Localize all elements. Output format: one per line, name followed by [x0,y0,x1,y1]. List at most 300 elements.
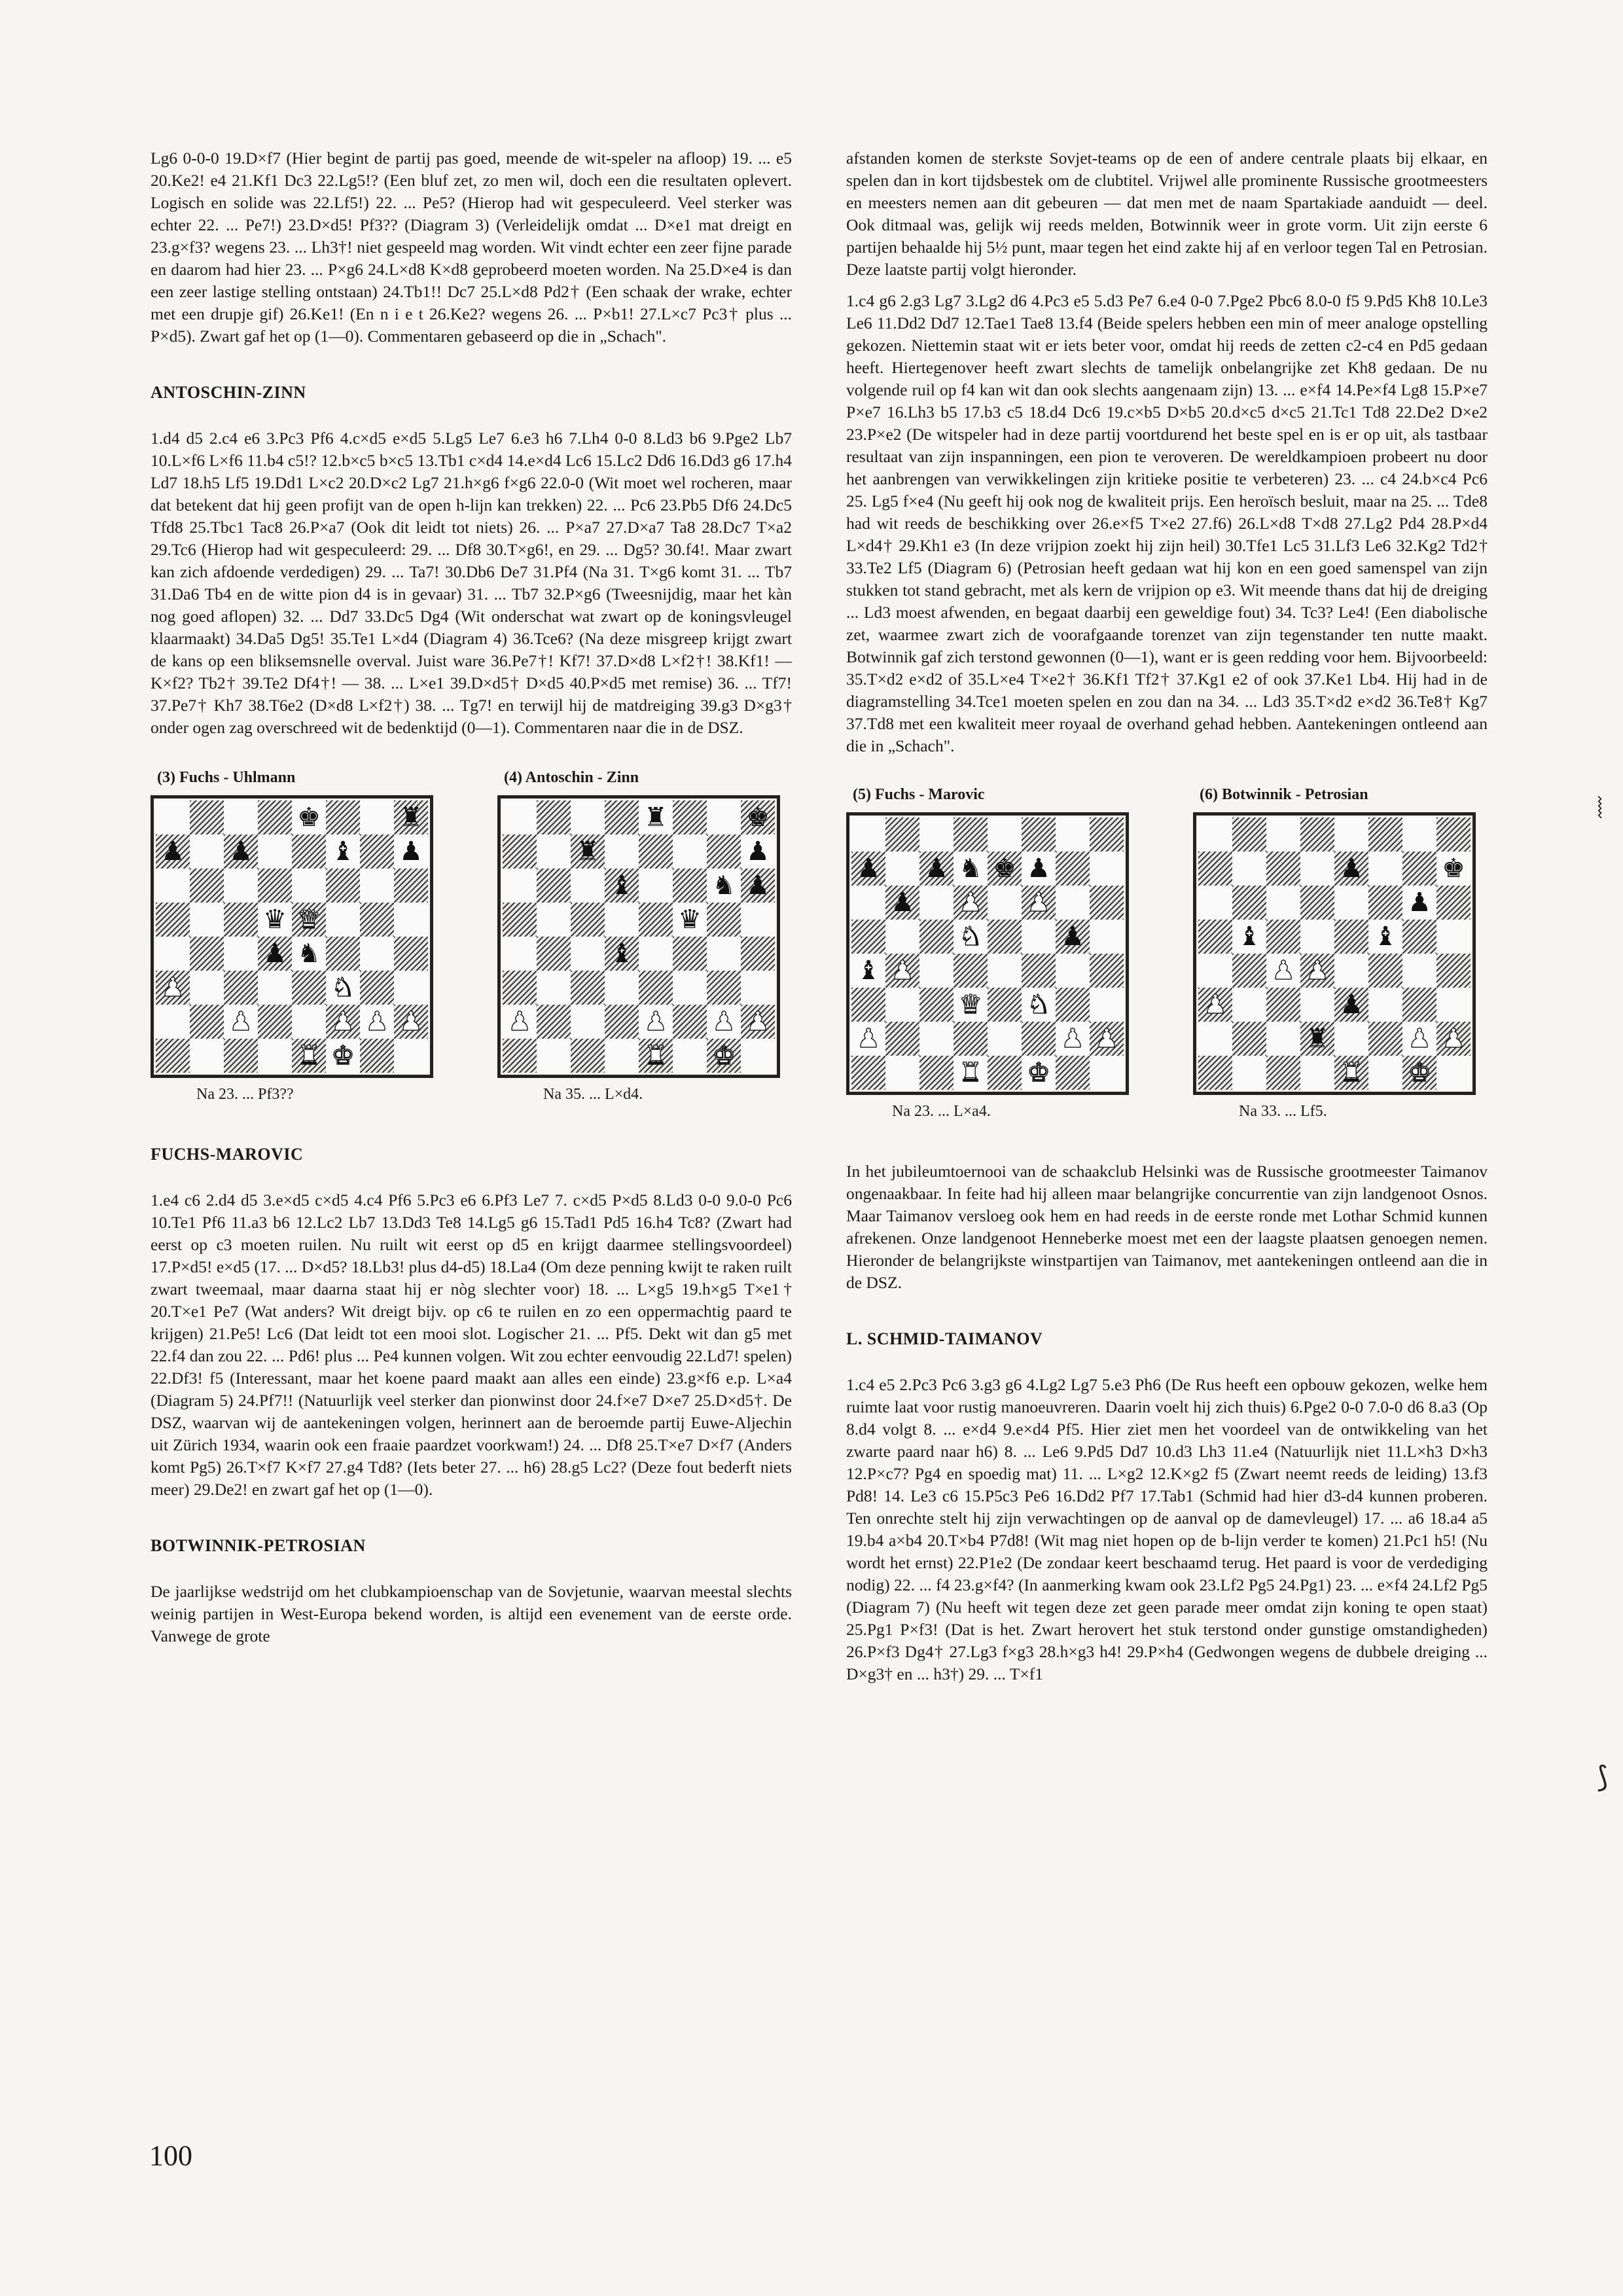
white-rook-icon: ♜ [297,1041,321,1071]
board-square [224,971,258,1005]
black-rook-icon: ♜ [399,802,423,833]
game-text: 1.c4 g6 2.g3 Lg7 3.Lg2 d6 4.Pc3 e5 5.d3 Pe7 6.e4 0-0 7.Pge2 Pbc6 8.0-0 f5 9.Pd5 Kh8 10.Le3 Le6 11.Dd2 Dd7 12.Tae1 Tae8 13.f4 (Beide spelers hebben een min of meer analoge opstelling gekozen. Niettemin staat wit er iets beter voor, omdat hij reeds de zetten c2-c4 en Pd5 gedaan heeft. Hiertegenover heeft zwart slechts de tamelijk onbelangrijke zet Kh8 gedaan. De nu volgende ruil op f4 kan wit dan ook slechts aangenaam zijn) 13. ... e×f4 14.Pe×f4 Lg8 15.P×e7 P×e7 16.Lh3 b5 17.b3 c5 18.d4 Dc6 19.c×b5 D×b5 20.d×c5 d×c5 21.Tc1 Td8 22.De2 D×e2 23.P×e2 (De witspeler had in deze partij voortdurend het beste spel en is er op uit, als tastbaar resultaat van zijn inspanningen, een pion te veroveren. De wereldkampioen probeert nu door het aanbrengen van verwikkelingen zijn kritieke positie te verbeteren) 23. ... c4 24.b×c4 Pc6 25. Lg5 f×e4 (Nu geeft hij ook nog de kwaliteit prijs. Een heroïsch besluit, maar na 25. ... Tde8 had wit reeds de beschikking over 26.e×f5 T×e2 27.f6) 26.L×d8 T×d8 27.Lg2 Pd4 28.P×d4 L×d4† 29.Kh1 e3 (In deze vrijpion zoekt hij zijn heil) 30.Tfe1 Lc5 31.Lf3 Le6 32.Kg2 Td2† 33.Te2 Lf5 (Diagram 6) (Petrosian heeft gedaan wat hij kon en een goed samenspel van zijn stukken tot stand gebracht, met als kern de vrijpion op e3. Wit meende thans dat hij de dreiging ... Ld3 moest afwenden, en begaat daarbij een geweldige fout) 34. Tc3? Le4! (Een diabolische zet, waarmee zwart zich de voorafgaande torenzet van zijn tegenstander ten nutte maakt. Botwinnik gaf zich terstond gewonnen (0—1), want er is geen redding voor hem. Bijvoorbeeld: 35.T×d2 e×d2 of 35.L×e4 T×e2† 36.Kf1 Tf2† 37.Kg1 e2 of ook 37.Ke1 Lb4. Hij had in de diagramstelling 34.Tce1 moeten spelen en zou dan na 34. ... Ld3 35.T×d2 e×d2 36.Te8† Kg7 37.Td8 met een kwaliteit meer royaal de overhand gehad hebben. Aantekeningen ontleend aan die in „Schach". [846,291,1488,755]
board-frame [1193,812,1476,1095]
white-pawn-icon: ♟ [959,888,982,918]
board-square [1436,988,1471,1022]
board-square [1056,954,1090,988]
board-square [1368,1022,1402,1056]
board-square [741,971,775,1005]
board-square [537,869,571,903]
board-square [156,1005,190,1039]
board-square [954,954,988,988]
board-square [639,869,673,903]
board-square [707,971,741,1005]
board-square [1090,817,1124,852]
board-square [537,937,571,971]
board-square [673,834,707,869]
game-text: 1.c4 e5 2.Pc3 Pc6 3.g3 g6 4.Lg2 Lg7 5.e3 Ph6 (De Rus heeft een opbouw gekozen, welke hem ruimte laat voor rustig manoeuvreren. Daarin voelt hij zich thuis) 6.Pge2 0-0 7.0-0 d6 8.a3 (Op 8.d4 volgt 8. ... e×d4 9.e×d4 Pf5. Hier ziet men het voordeel van de ontwikkeling van het zwarte paard naar h6) 8. ... Le6 9.Pd5 Dd7 10.d3 Lh3 11.e4 (Natuurlijk niet 11.L×h3 D×h3 12.P×c7? Pg4 en spoedig mat) 11. ... L×g2 12.K×g2 f5 (Zwart neemt reeds de leiding) 13.f3 Pd8! 14. Le3 c6 15.P5c3 Pe6 16.Dd2 Pf7 17.Tab1 (Schmid had hier d3-d4 kunnen proberen. Ten onrechte stelt hij zijn verwachtingen op de aanval op de damevleugel) 17. ... a6 18.a4 a5 19.b4 a×b4 20.T×b4 P7d8! (Wit mag niet hopen op de b-lijn verder te komen) 21.Pc1 h5! (Nu wordt het ernst) 22.P1e2 (De zondaar keert beschaamd terug. Het paard is voor de verdediging nodig) 22. ... f4 23.g×f4? (In aanmerking kwam ook 23.Lf2 Pg5 24.Pg1) 23. ... e×f4 24.Lf2 Pg5 (Diagram 7) (Nu heeft wit tegen deze zet geen parade meer omdat zijn koning te open staat) 25.Pg1 P×f3! (Dat is het. Zwart herovert het stuk terstond onder gunstige omstandigheden) 26.P×f3 Dg4† 27.Lg3 f×g3 28.h×g3 h4! 29.P×h4 (Gedwongen wegens de dubbele dreiging ... D×g3† en ... h3†) 29. ... T×f1 [846,1375,1488,1683]
board-square [1198,954,1232,988]
board-square [1056,988,1090,1022]
board-square [360,869,394,903]
board-square [1334,954,1368,988]
game-heading: ANTOSCHIN-ZINN [151,383,306,402]
board-square [741,937,775,971]
board-square [394,800,428,834]
board-square [741,800,775,834]
board-square [1402,954,1436,988]
board-square [741,869,775,903]
board-square [1368,988,1402,1022]
board-square [394,971,428,1005]
board-square [605,971,639,1005]
board-square [537,1039,571,1073]
white-pawn-icon: ♟ [1027,888,1050,918]
white-pawn-icon: ♟ [1272,956,1295,986]
board-square [1266,886,1300,920]
board-square [1232,852,1266,886]
black-queen-icon: ♛ [263,905,287,935]
board-square [360,937,394,971]
board-square [885,886,919,920]
board-square [954,1056,988,1090]
board-square [1266,1056,1300,1090]
board-square [224,903,258,937]
board-square [156,800,190,834]
board-square [292,971,326,1005]
white-king-icon: ♚ [1027,1058,1050,1088]
board-square [885,920,919,954]
board-square [919,852,954,886]
board-square [741,1005,775,1039]
black-pawn-icon: ♟ [746,870,770,901]
board-square [537,1005,571,1039]
board-square [1300,1022,1334,1056]
board-square [639,937,673,971]
board-square [1198,886,1232,920]
board-square [503,834,537,869]
white-pawn-icon: ♟ [891,956,914,986]
board-square [503,937,537,971]
diagram-title: (5) Fuchs - Marovic [853,786,985,803]
left-column [151,147,792,1657]
board-square [1402,886,1436,920]
board-square [360,903,394,937]
board-square [1198,1056,1232,1090]
diagram-title: (4) Antoschin - Zinn [504,769,639,786]
game-heading: BOTWINNIK-PETROSIAN [151,1536,366,1555]
board-square [1436,1056,1471,1090]
board-square [605,1039,639,1073]
chess-diagram-3 [151,766,445,1105]
board-square [919,920,954,954]
board-square [224,800,258,834]
board-square [673,937,707,971]
board-square [885,852,919,886]
board-square [571,971,605,1005]
white-pawn-icon: ♟ [365,1007,389,1037]
board-square [1334,817,1368,852]
board-square [571,1005,605,1039]
board-square [394,834,428,869]
board-square [707,869,741,903]
board-square [605,903,639,937]
board-square [988,988,1022,1022]
board-square [360,1005,394,1039]
board-square [851,1056,885,1090]
board-square [1300,852,1334,886]
board-square [224,937,258,971]
board-square [258,937,292,971]
board-square [707,834,741,869]
board-square [503,971,537,1005]
board-square [1022,1056,1056,1090]
board-square [605,1005,639,1039]
white-knight-icon: ♞ [959,922,982,952]
board-square [1300,1056,1334,1090]
black-pawn-icon: ♟ [1061,922,1084,952]
board-square [394,1039,428,1073]
board-square [1266,852,1300,886]
board-square [851,920,885,954]
board-square [1056,852,1090,886]
black-bishop-icon: ♝ [610,939,633,969]
board-square [571,869,605,903]
black-pawn-icon: ♟ [891,888,914,918]
black-knight-icon: ♞ [959,853,982,884]
diagram-caption: Na 23. ... Pf3?? [196,1086,294,1103]
board-square [1368,954,1402,988]
board-square [190,869,224,903]
board-square [954,1022,988,1056]
white-rook-icon: ♜ [644,1041,668,1071]
board-square [190,971,224,1005]
white-king-icon: ♚ [1408,1058,1431,1088]
board-square [1368,1056,1402,1090]
board-square [1022,852,1056,886]
board-frame [151,795,433,1078]
white-pawn-icon: ♟ [1095,1024,1118,1054]
board-square [394,1005,428,1039]
board-square [1436,852,1471,886]
board-square [851,852,885,886]
board-square [360,971,394,1005]
board-square [707,1039,741,1073]
black-pawn-icon: ♟ [746,836,770,867]
board-square [571,1039,605,1073]
board-square [1090,954,1124,988]
board-square [1436,886,1471,920]
board-square [673,971,707,1005]
chessboard [1198,817,1471,1090]
board-square [1368,852,1402,886]
white-pawn-icon: ♟ [229,1007,253,1037]
paragraph: In het jubileumtoernooi van de schaakclub Helsinki was de Russische grootmeester Taimanov ongenaakbaar. In feite had hij alleen maar belangrijke concurrentie van zijn landgenoot Osnos. Maar Taimanov versloeg ook hem en had reeds in de eerste ronde met Lothar Schmid kunnen afrekenen. Onze landgenoot Henneberke moest met een der laagste plaatsen genoegen nemen. Hieronder de belangrijkste winstpartijen van Taimanov, met aantekeningen ontleend aan die in de DSZ. [846,1162,1488,1292]
board-square [360,834,394,869]
white-pawn-icon: ♟ [399,1007,423,1037]
board-square [190,903,224,937]
white-knight-icon: ♞ [331,973,355,1003]
board-square [326,937,360,971]
board-square [156,903,190,937]
white-pawn-icon: ♟ [712,1007,736,1037]
board-square [639,834,673,869]
board-square [1402,988,1436,1022]
board-square [605,800,639,834]
board-square [1436,1022,1471,1056]
board-square [1022,988,1056,1022]
board-square [1266,1022,1300,1056]
board-square [258,1005,292,1039]
board-square [707,903,741,937]
black-knight-icon: ♞ [297,939,321,969]
board-square [1402,1022,1436,1056]
white-pawn-icon: ♟ [1442,1024,1465,1054]
board-square [1198,817,1232,852]
board-square [707,937,741,971]
white-pawn-icon: ♟ [161,973,185,1003]
diagram-caption: Na 35. ... L×d4. [543,1086,643,1103]
board-square [1232,817,1266,852]
board-square [1334,1022,1368,1056]
board-square [537,903,571,937]
board-square [1056,817,1090,852]
board-square [1198,1022,1232,1056]
black-bishop-icon: ♝ [610,870,633,901]
board-square [292,1039,326,1073]
board-square [988,852,1022,886]
board-square [258,903,292,937]
black-knight-icon: ♞ [712,870,736,901]
white-pawn-icon: ♟ [1061,1024,1084,1054]
black-pawn-icon: ♟ [1408,888,1431,918]
board-square [394,869,428,903]
board-square [954,852,988,886]
diagram-row [151,766,792,1105]
board-square [988,954,1022,988]
black-bishop-icon: ♝ [1374,922,1397,952]
diagram-title: (6) Botwinnik - Petrosian [1200,786,1368,803]
board-square [919,1056,954,1090]
board-square [1436,920,1471,954]
black-pawn-icon: ♟ [925,853,948,884]
diagram-caption: Na 33. ... Lf5. [1239,1103,1327,1120]
chessboard [156,800,428,1073]
board-square [258,800,292,834]
board-square [673,800,707,834]
black-queen-icon: ♛ [678,905,702,935]
board-square [1368,886,1402,920]
board-square [1232,988,1266,1022]
board-square [1022,1022,1056,1056]
board-square [190,1005,224,1039]
board-square [1300,817,1334,852]
board-square [503,1039,537,1073]
board-square [1334,1056,1368,1090]
board-square [537,800,571,834]
board-square [503,869,537,903]
chess-diagram-4 [497,766,792,1105]
board-square [292,937,326,971]
white-queen-icon: ♛ [959,990,982,1020]
board-square [851,1022,885,1056]
board-square [639,903,673,937]
board-square [258,971,292,1005]
board-square [1402,817,1436,852]
board-square [224,1039,258,1073]
board-square [673,903,707,937]
board-square [190,1039,224,1073]
board-square [1090,1022,1124,1056]
black-pawn-icon: ♟ [161,836,185,867]
board-square [1402,1056,1436,1090]
margin-mark: ⦚ [1597,792,1603,825]
white-pawn-icon: ♟ [331,1007,355,1037]
chessboard [503,800,775,1073]
board-square [885,817,919,852]
board-square [1300,886,1334,920]
white-rook-icon: ♜ [1340,1058,1363,1088]
white-king-icon: ♚ [712,1041,736,1071]
black-pawn-icon: ♟ [399,836,423,867]
black-pawn-icon: ♟ [263,939,287,969]
board-square [988,886,1022,920]
white-pawn-icon: ♟ [1204,990,1227,1020]
board-square [639,1005,673,1039]
board-square [1266,817,1300,852]
board-square [919,886,954,920]
black-rook-icon: ♜ [1306,1024,1329,1054]
board-square [292,1005,326,1039]
board-square [639,971,673,1005]
board-square [1022,954,1056,988]
game-text: 1.d4 d5 2.c4 e6 3.Pc3 Pf6 4.c×d5 e×d5 5.Lg5 Le7 6.e3 h6 7.Lh4 0-0 8.Ld3 b6 9.Pge2 Lb7 10.L×f6 L×f6 11.b4 c5!? 12.b×c5 b×c5 13.Tb1 c×d4 14.e×d4 Lc6 15.Lc2 Dd6 16.Dd3 g6 17.h4 Ld7 18.h5 Lf5 19.Dd1 L×c2 20.D×c2 Lg7 21.h×g6 f×g6 22.0-0 (Wit moet wel rocheren, maar dat betekent dat hij geen profijt van de open h-lijn kan trekken) 22. ... Pc6 23.Pb5 Df6 24.Dc5 Tfd8 25.Tbc1 Tac8 26.P×a7 (Ook dit leidt tot niets) 26. ... P×a7 27.D×a7 Ta8 28.Dc7 T×a2 29.Tc6 (Hierop had wit gespeculeerd: 29. ... Df8 30.T×g6!, en 29. ... Dg5? 30.f4!. Maar zwart kan zich afdoende verdedigen) 29. ... Ta7! 30.Db6 De7 31.Pf4 (Na 31. T×g6 komt 31. ... Tb7 31.Da6 Tb4 en de witte pion d4 is in gevaar) 31. ... Tb7 32.P×g6 (Tweesnijdig, maar het kàn nog goed aflopen) 32. ... Dd7 33.Dc5 Dg4 (Wit onderschat wat zwart op de koningsvleugel klaarmaakt) 34.Da5 Dg5! 35.Te1 L×d4 (Diagram 4) 36.Tce6? (Na deze misgreep krijgt zwart de kans op een bliksemsnelle overval. Juist ware 36.Pe7†! Kf7! 37.D×d8 L×f2†! 38.Kf1! — K×f2? Tb2† 39.Te2 Df4†! — 38. ... L×e1 39.D×d5† D×d5 40.P×d5 met remise) 36. ... Tf7! 37.Pe7† Kh7 38.T6e2 (D×d8 L×f2†) 38. ... Tg7! en terwijl hij de matdreiging 39.g3 D×g3† onder ogen zag overschreed wit de bedenktijd (0—1). Commentaren naar die in de DSZ. [151,429,792,737]
white-queen-icon: ♛ [297,905,321,935]
white-pawn-icon: ♟ [644,1007,668,1037]
board-square [156,834,190,869]
board-square [1334,920,1368,954]
board-square [988,817,1022,852]
white-pawn-icon: ♟ [508,1007,531,1037]
game-heading: L. SCHMID-TAIMANOV [846,1329,1043,1348]
board-square [326,869,360,903]
board-square [1198,988,1232,1022]
board-square [1090,852,1124,886]
board-square [1300,988,1334,1022]
board-square [1368,920,1402,954]
board-square [258,834,292,869]
black-rook-icon: ♜ [576,836,599,867]
black-rook-icon: ♜ [644,802,668,833]
board-square [1232,1056,1266,1090]
board-square [741,1039,775,1073]
board-square [1334,886,1368,920]
board-square [851,817,885,852]
chess-diagram-5 [846,783,1141,1122]
board-square [292,869,326,903]
board-square [394,903,428,937]
white-pawn-icon: ♟ [1408,1024,1431,1054]
board-frame [846,812,1129,1095]
board-square [224,869,258,903]
board-square [1090,1056,1124,1090]
board-square [1266,920,1300,954]
black-king-icon: ♚ [746,802,770,833]
board-square [707,1005,741,1039]
paragraph: afstanden komen de sterkste Sovjet-teams op de een of andere centrale plaats bij elkaar, en spelen dan in kort tijdsbestek om de clubtitel. Vrijwel alle prominente Russische grootmeesters en meesters nemen aan dit gebeuren — dat men met de naam Spartakiade aanduidt — deel. Ook ditmaal was, gelijk wij reeds melden, Botwinnik weer in grote vorm. Uit zijn eerste 6 partijen behaalde hij 5½ punt, maar tegen het eind zakte hij af en verloor tegen Tal en Petrosian. Deze laatste partij volgt hieronder. [846,149,1488,279]
diagram-caption: Na 23. ... L×a4. [892,1103,991,1120]
board-square [1022,920,1056,954]
board-square [639,800,673,834]
white-pawn-icon: ♟ [1306,956,1329,986]
board-square [1198,920,1232,954]
board-square [190,937,224,971]
board-square [537,971,571,1005]
board-square [988,1056,1022,1090]
black-pawn-icon: ♟ [1340,853,1363,884]
board-square [503,903,537,937]
black-pawn-icon: ♟ [229,836,253,867]
board-square [326,903,360,937]
page-number: 100 [149,2140,192,2172]
board-square [326,1039,360,1073]
board-square [190,834,224,869]
board-square [326,834,360,869]
board-square [988,1022,1022,1056]
board-square [1090,988,1124,1022]
board-square [988,920,1022,954]
paragraph: De jaarlijkse wedstrijd om het clubkampioenschap van de Sovjetunie, waarvan meestal slechts weinig partijen in West-Europa bekend worden, is altijd een evenement van de eerste orde. Vanwege de grote [151,1582,792,1645]
board-square [1056,920,1090,954]
board-square [954,988,988,1022]
board-square [673,1039,707,1073]
board-square [954,920,988,954]
board-square [954,817,988,852]
board-square [292,800,326,834]
board-square [1334,852,1368,886]
board-square [1022,886,1056,920]
board-square [503,800,537,834]
margin-mark: ⟆ [1597,1761,1609,1794]
chessboard [851,817,1124,1090]
board-square [156,937,190,971]
board-square [741,903,775,937]
board-square [1334,988,1368,1022]
board-square [851,988,885,1022]
board-square [503,1005,537,1039]
board-frame [497,795,780,1078]
board-square [571,937,605,971]
board-square [1022,817,1056,852]
board-square [885,1056,919,1090]
board-square [1056,886,1090,920]
board-square [360,800,394,834]
board-square [326,1005,360,1039]
board-square [326,800,360,834]
board-square [851,954,885,988]
board-square [919,1022,954,1056]
white-king-icon: ♚ [331,1041,355,1071]
board-square [1232,1022,1266,1056]
board-square [1266,954,1300,988]
board-square [1090,920,1124,954]
white-rook-icon: ♜ [959,1058,982,1088]
black-bishop-icon: ♝ [1238,922,1261,952]
board-square [605,937,639,971]
board-square [571,903,605,937]
board-square [919,817,954,852]
white-pawn-icon: ♟ [857,1024,880,1054]
board-square [1266,988,1300,1022]
